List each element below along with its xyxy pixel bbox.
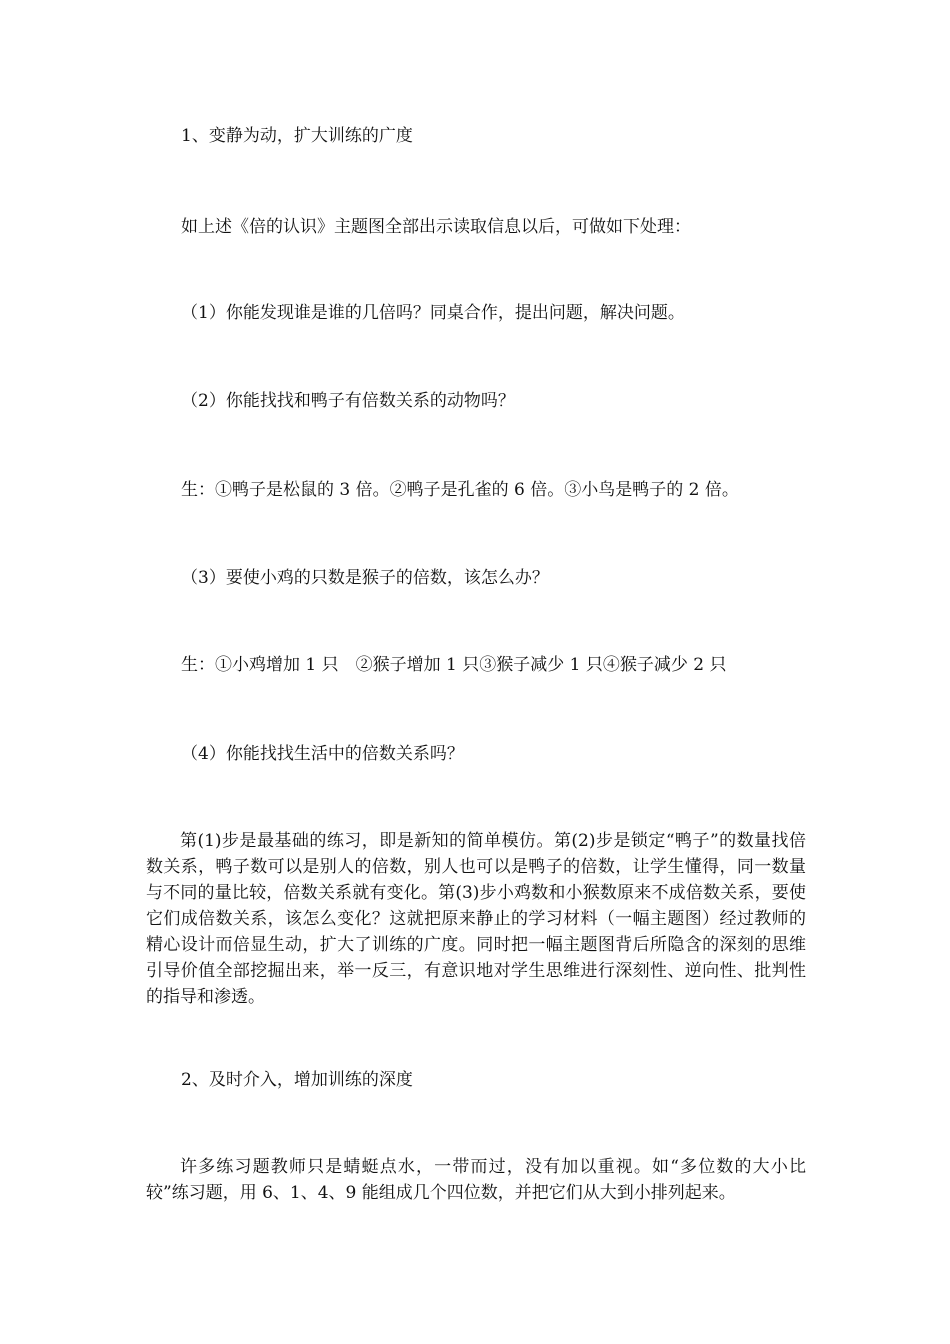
intro-line: 如上述《倍的认识》主题图全部出示读取信息以后，可做如下处理： xyxy=(181,217,691,237)
closing-paragraph: 许多练习题教师只是蜻蜓点水，一带而过，没有加以重视。如“多位数的大小比较”练习题，用 6、1、4、9 能组成几个四位数，并把它们从大到小排列起来。 xyxy=(146,1157,806,1203)
question-3: （3）要使小鸡的只数是猴子的倍数，该怎么办？ xyxy=(181,568,549,588)
explanation-paragraph: 第(1)步是最基础的练习，即是新知的简单模仿。第(2)步是锁定“鸭子”的数量找倍数关系，鸭子数可以是别人的倍数，别人也可以是鸭子的倍数，让学生懂得，同一数量与不同的量比较，倍数关系就有变化。第(3)步小鸡数和小猴数原来不成倍数关系，要使它们成倍数关系，该怎么变化？这就把原来静止的学习材料（一幅主题图）经过教师的精心设计而倍显生动，扩大了训练的广度。同时把一幅主题图背后所隐含的深刻的思维引导价值全部挖掘出来，举一反三，有意识地对学生思维进行深刻性、逆向性、批判性的指导和渗透。 xyxy=(146,831,806,1007)
section-heading-2: 2、及时介入，增加训练的深度 xyxy=(181,1070,413,1090)
section-heading-1: 1、变静为动，扩大训练的广度 xyxy=(181,126,413,146)
answer-3: 生：①小鸡增加 1 只 ②猴子增加 1 只③猴子减少 1 只④猴子减少 2 只 xyxy=(181,655,727,675)
answer-2: 生：①鸭子是松鼠的 3 倍。②鸭子是孔雀的 6 倍。③小鸟是鸭子的 2 倍。 xyxy=(181,480,739,500)
question-4: （4）你能找找生活中的倍数关系吗？ xyxy=(181,744,464,764)
question-2: （2）你能找找和鸭子有倍数关系的动物吗？ xyxy=(181,391,515,411)
question-1: （1）你能发现谁是谁的几倍吗？同桌合作，提出问题，解决问题。 xyxy=(181,303,685,323)
